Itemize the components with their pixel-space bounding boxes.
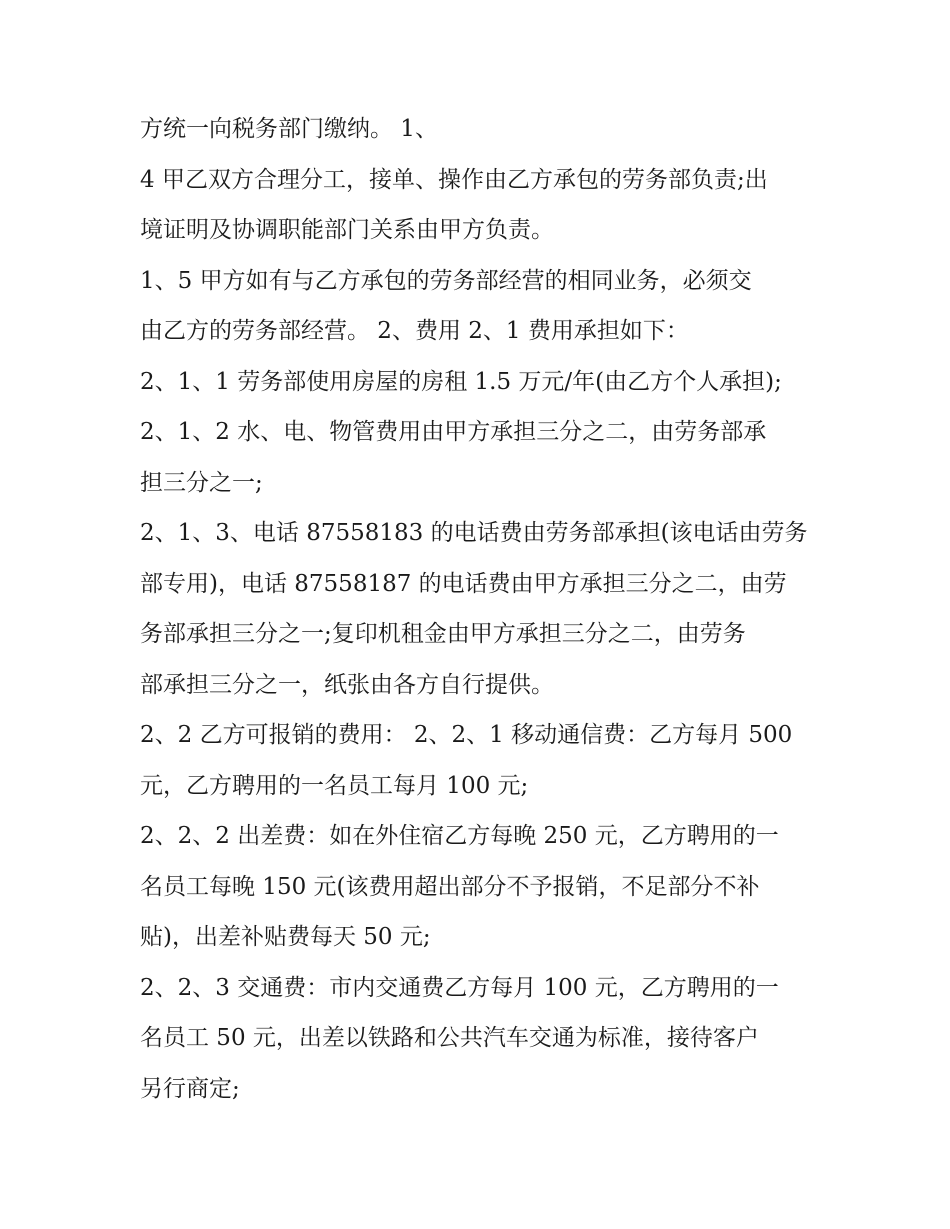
text-line: 1、5 甲方如有与乙方承包的劳务部经营的相同业务，必须交 xyxy=(140,267,752,294)
text-line: 部承担三分之一，纸张由各方自行提供。 xyxy=(140,671,554,698)
text-line: 部专用)，电话 87558187 的电话费由甲方承担三分之二，由劳 xyxy=(140,570,787,597)
text-line: 4 甲乙双方合理分工，接单、操作由乙方承包的劳务部负责;出 xyxy=(140,166,768,193)
text-line: 担三分之一; xyxy=(140,469,263,496)
text-line: 元，乙方聘用的一名员工每月 100 元; xyxy=(140,772,529,799)
text-line: 名员工每晚 150 元(该费用超出部分不予报销，不足部分不补 xyxy=(140,873,760,900)
text-line: 2、1、3、电话 87558183 的电话费由劳务部承担(该电话由劳务 xyxy=(140,520,808,546)
text-line: 境证明及协调职能部门关系由甲方负责。 xyxy=(140,217,554,243)
text-line: 贴)，出差补贴费每天 50 元; xyxy=(140,924,431,950)
text-line: 方统一向税务部门缴纳。 1、 xyxy=(140,116,438,142)
document-body xyxy=(140,104,820,1114)
text-line: 名员工 50 元，出差以铁路和公共汽车交通为标准，接待客户 xyxy=(140,1025,759,1051)
text-line: 2、1、1 劳务部使用房屋的房租 1.5 万元/年(由乙方个人承担); xyxy=(140,368,782,395)
text-line: 务部承担三分之一;复印机租金由甲方承担三分之二，由劳务 xyxy=(140,621,746,647)
text-line: 由乙方的劳务部经营。 2、费用 2、1 费用承担如下： xyxy=(140,318,689,344)
text-line: 2、2 乙方可报销的费用： 2、2、1 移动通信费：乙方每月 500 xyxy=(140,722,793,748)
text-line: 另行商定; xyxy=(140,1075,240,1102)
text-line: 2、2、3 交通费：市内交通费乙方每月 100 元，乙方聘用的一 xyxy=(140,974,779,1001)
text-line: 2、1、2 水、电、物管费用由甲方承担三分之二，由劳务部承 xyxy=(140,419,767,445)
text-line: 2、2、2 出差费：如在外住宿乙方每晚 250 元，乙方聘用的一 xyxy=(140,823,779,849)
